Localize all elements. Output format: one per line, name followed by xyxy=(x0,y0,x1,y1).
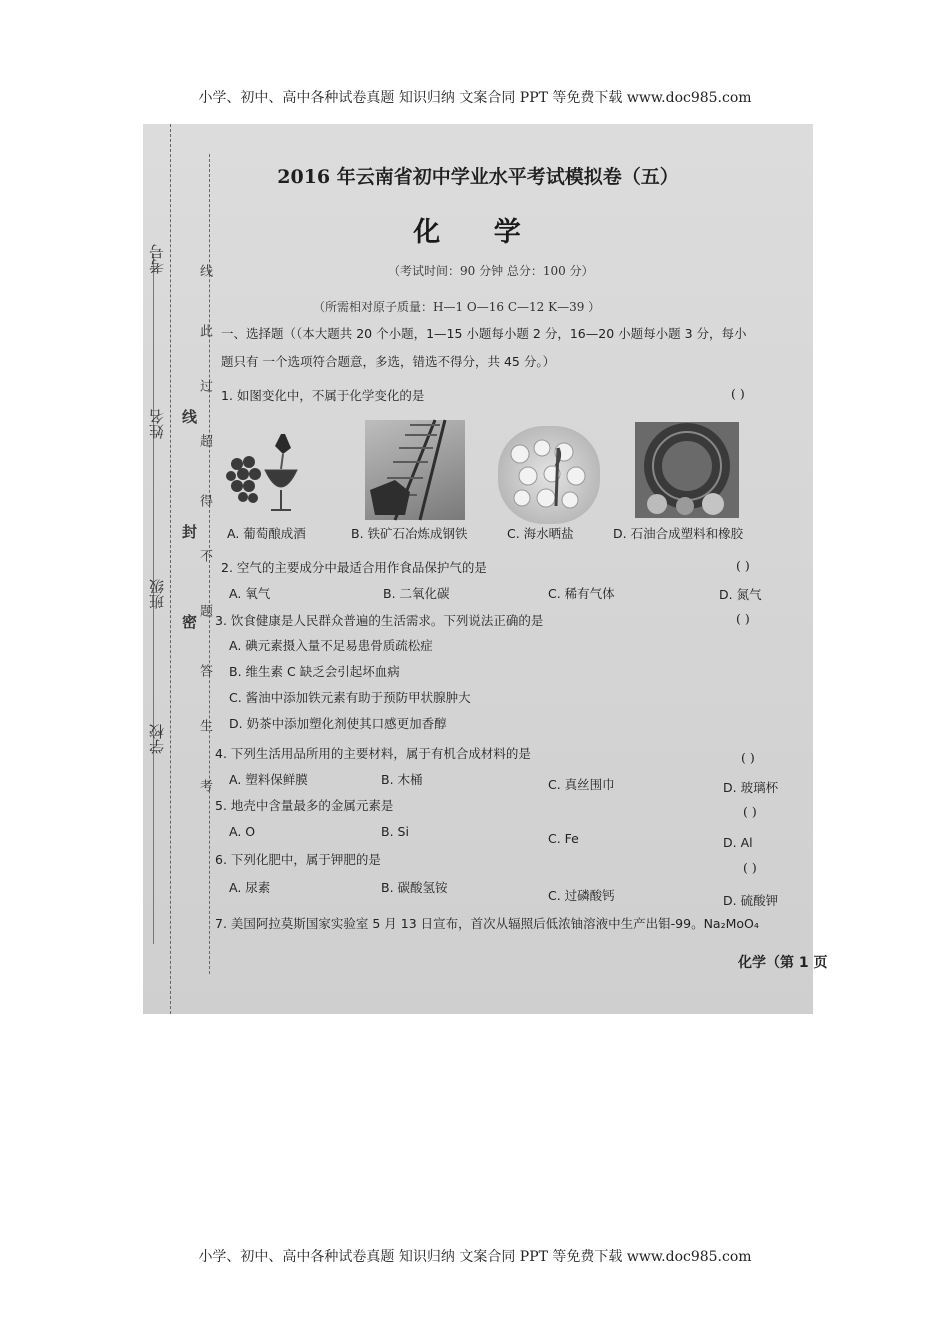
q5-option-c: C. Fe xyxy=(548,831,579,846)
q3-option-b: B. 维生素 C 缺乏会引起坏血病 xyxy=(229,664,400,679)
seal-char: 不 xyxy=(197,549,212,562)
label-xingming: 姓名 xyxy=(148,409,166,439)
exam-subject: 化 学 xyxy=(413,217,543,248)
q6-option-b: B. 碳酸氢铵 xyxy=(381,880,448,895)
q3-option-a: A. 碘元素摄入量不足易患骨质疏松症 xyxy=(229,638,433,653)
q2-option-c: C. 稀有气体 xyxy=(548,586,615,601)
question-6-stem: 6. 下列化肥中，属于钾肥的是 xyxy=(215,852,381,867)
page-header: 小学、初中、高中各种试卷真题 知识归纳 文案合同 PPT 等免费下载 www.doc985.com xyxy=(198,90,752,106)
answer-paren: ( ) xyxy=(736,558,750,573)
label-kaohao: 考号 xyxy=(148,244,166,274)
option-c-caption: C. 海水晒盐 xyxy=(507,526,574,541)
page-number-footer: 化学（第 1 页 xyxy=(738,955,828,971)
question-5-stem: 5. 地壳中含量最多的金属元素是 xyxy=(215,798,394,813)
seal-char: 答 xyxy=(197,664,212,677)
atomic-mass-info: （所需相对原子质量：H—1 O—16 C—12 K—39 ） xyxy=(313,300,601,314)
dashed-line-outer xyxy=(170,124,171,1014)
seal-xian-bold: 线 xyxy=(180,409,198,424)
q5-option-b: B. Si xyxy=(381,824,409,839)
question-1-stem: 1. 如图变化中，不属于化学变化的是 xyxy=(221,388,425,403)
question-2-stem: 2. 空气的主要成分中最适合用作食品保护气的是 xyxy=(221,560,487,575)
answer-paren: ( ) xyxy=(731,386,745,401)
option-d-caption: D. 石油合成塑料和橡胶 xyxy=(613,526,744,541)
section-heading-line2: 题只有 一个选项符合题意，多选，错选不得分，共 45 分。） xyxy=(221,354,556,369)
option-a-caption: A. 葡萄酿成酒 xyxy=(227,526,306,541)
q2-option-b: B. 二氧化碳 xyxy=(383,586,450,601)
q3-option-d: D. 奶茶中添加塑化剂使其口感更加香醇 xyxy=(229,716,447,731)
q2-option-d: D. 氮气 xyxy=(719,587,762,602)
question-4-stem: 4. 下列生活用品所用的主要材料，属于有机合成材料的是 xyxy=(215,746,531,761)
q4-option-a: A. 塑料保鲜膜 xyxy=(229,772,308,787)
option-b-caption: B. 铁矿石冶炼成钢铁 xyxy=(351,526,468,541)
answer-paren: ( ) xyxy=(736,611,750,626)
answer-paren: ( ) xyxy=(743,860,757,875)
q6-option-c: C. 过磷酸钙 xyxy=(548,888,615,903)
seal-char: 生 xyxy=(197,719,212,732)
q5-option-d: D. Al xyxy=(723,835,753,850)
section-heading-line1: 一、选择题（（本大题共 20 个小题，1—15 小题每小题 2 分，16—20 小题每小题 3 分，每小 xyxy=(221,326,747,341)
question-7-stem: 7. 美国阿拉莫斯国家实验室 5 月 13 日宣布，首次从辐照后低浓铀溶液中生产出钼-99。Na₂MoO₄ xyxy=(215,916,759,931)
plastic-rubber-image xyxy=(635,422,739,518)
q4-option-b: B. 木桶 xyxy=(381,772,423,787)
question-3-stem: 3. 饮食健康是人民群众普遍的生活需求。下列说法正确的是 xyxy=(215,613,544,628)
seal-char: 线 xyxy=(197,264,212,277)
seal-char: 考 xyxy=(197,779,212,792)
label-banji: 班级 xyxy=(148,579,166,609)
dashed-line-inner xyxy=(209,154,210,974)
grape-wine-image xyxy=(223,424,333,516)
seal-char: 过 xyxy=(197,379,212,392)
label-xuexiao: 学校 xyxy=(148,724,166,754)
q3-option-c: C. 酱油中添加铁元素有助于预防甲状腺肿大 xyxy=(229,690,471,705)
sea-salt-image xyxy=(498,426,600,524)
seal-char: 超 xyxy=(197,434,212,447)
q6-option-a: A. 尿素 xyxy=(229,880,271,895)
page-footer: 小学、初中、高中各种试卷真题 知识归纳 文案合同 PPT 等免费下载 www.doc985.com xyxy=(198,1249,752,1265)
answer-paren: ( ) xyxy=(743,804,757,819)
seal-char: 题 xyxy=(197,604,212,617)
q4-option-c: C. 真丝围巾 xyxy=(548,777,615,792)
q4-option-d: D. 玻璃杯 xyxy=(723,780,779,795)
iron-ore-rail-image xyxy=(365,420,465,520)
seal-char: 得 xyxy=(197,494,212,507)
exam-title: 2016 年云南省初中学业水平考试模拟卷（五） xyxy=(277,166,679,188)
seal-feng-bold: 封 xyxy=(180,524,198,539)
seal-mi-bold: 密 xyxy=(180,614,198,629)
exam-time-info: （考试时间：90 分钟 总分：100 分） xyxy=(388,264,594,278)
q2-option-a: A. 氧气 xyxy=(229,586,271,601)
answer-paren: ( ) xyxy=(741,750,755,765)
q5-option-a: A. O xyxy=(229,824,256,839)
q6-option-d: D. 硫酸钾 xyxy=(723,893,779,908)
exam-photo xyxy=(143,124,828,1014)
seal-char: 此 xyxy=(197,324,212,337)
